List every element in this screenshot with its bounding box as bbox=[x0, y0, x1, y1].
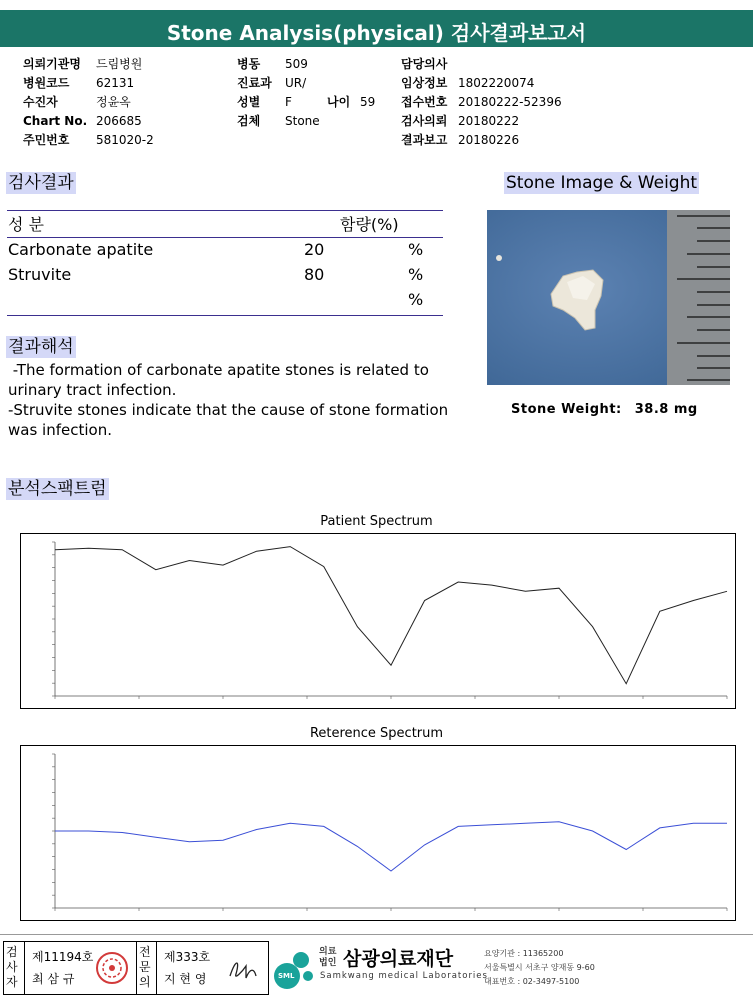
examiner-seal bbox=[94, 950, 130, 986]
stone-photo bbox=[487, 210, 730, 385]
result-unit: % bbox=[408, 265, 424, 284]
report-title-bar bbox=[0, 10, 753, 47]
info-label: 검체 bbox=[237, 114, 261, 128]
info-value: 509 bbox=[285, 57, 308, 71]
patient-spectrum-svg bbox=[21, 534, 735, 708]
patient-chart-title: Patient Spectrum bbox=[320, 514, 433, 529]
org-name: 삼광의료재단 bbox=[343, 948, 454, 970]
spectrum-heading: 분석스팩트럼 bbox=[8, 479, 107, 499]
info-label: Chart No. bbox=[23, 114, 88, 128]
info-col2 bbox=[237, 55, 375, 131]
info-col3 bbox=[401, 55, 562, 150]
reviewer-name: 지 현 영 bbox=[164, 972, 207, 986]
info-label: 진료과 bbox=[237, 76, 272, 90]
info-value: 20180222-52396 bbox=[458, 95, 562, 109]
org-name-en: Samkwang medical Laboratories bbox=[320, 971, 488, 981]
age-label: 나이 bbox=[327, 95, 351, 109]
spectrum-line bbox=[55, 822, 727, 871]
interpretation-heading: 결과해석 bbox=[8, 337, 74, 357]
info-label: 담당의사 bbox=[401, 57, 448, 71]
sig-divider bbox=[24, 942, 25, 994]
info-label: 결과보고 bbox=[401, 133, 448, 147]
info-label: 임상정보 bbox=[401, 76, 448, 90]
spectrum-line bbox=[55, 547, 727, 684]
result-value: 80 bbox=[304, 265, 325, 284]
org-info-line: 대표번호 : 02-3497-5100 bbox=[484, 977, 580, 986]
reviewer-label: 전문의 bbox=[139, 945, 151, 989]
info-value: F bbox=[285, 95, 292, 109]
stone-weight-value: 38.8 mg bbox=[634, 402, 698, 417]
result-unit: % bbox=[408, 240, 424, 259]
info-value: UR/ bbox=[285, 76, 307, 90]
footer-rule bbox=[0, 934, 753, 935]
info-label: 주민번호 bbox=[23, 133, 70, 147]
stone-weight-label: Stone Weight: bbox=[511, 402, 622, 417]
org-prefix-2: 법인 bbox=[319, 958, 337, 968]
seal-icon bbox=[94, 950, 130, 986]
reviewer-signature bbox=[226, 954, 262, 988]
info-label: 접수번호 bbox=[401, 95, 448, 109]
info-value: 정윤옥 bbox=[96, 95, 131, 109]
report-title: Stone Analysis(physical) 검사결과보고서 bbox=[166, 21, 587, 45]
info-value: 20180226 bbox=[458, 133, 520, 147]
sig-divider bbox=[156, 942, 157, 994]
signature-icon bbox=[226, 954, 262, 984]
result-name: Carbonate apatite bbox=[8, 240, 154, 259]
info-value: 1802220074 bbox=[458, 76, 535, 90]
stone-weight bbox=[511, 402, 698, 417]
results-heading: 검사결과 bbox=[8, 173, 74, 193]
info-value: Stone bbox=[285, 114, 320, 128]
org-logo bbox=[271, 945, 317, 991]
result-unit: % bbox=[408, 290, 424, 309]
stone-heading: Stone Image & Weight bbox=[506, 173, 698, 193]
result-value: 20 bbox=[304, 240, 325, 259]
col-header-amount: 함량(%) bbox=[340, 215, 399, 234]
interpretation-line: -Struvite stones indicate that the cause of stone formation bbox=[8, 401, 449, 419]
info-value: 20180222 bbox=[458, 114, 520, 128]
info-value: 206685 bbox=[96, 114, 142, 128]
info-value: 62131 bbox=[96, 76, 135, 90]
reference-chart-title: Reterence Spectrum bbox=[309, 726, 444, 741]
interpretation-line: urinary tract infection. bbox=[8, 381, 177, 399]
sig-divider bbox=[136, 942, 137, 994]
interpretation-text bbox=[8, 360, 448, 440]
examiner-no: 제11194호 bbox=[32, 950, 94, 964]
table-header-rule bbox=[7, 237, 443, 238]
result-name: Struvite bbox=[8, 265, 72, 284]
info-value: 581020-2 bbox=[96, 133, 154, 147]
reference-chart bbox=[20, 745, 736, 921]
info-label: 병동 bbox=[237, 57, 261, 71]
info-label: 의뢰기관명 bbox=[23, 57, 81, 71]
reference-spectrum-svg bbox=[21, 746, 735, 920]
interpretation-line: -The formation of carbonate apatite stones is related to bbox=[8, 361, 429, 379]
age-value: 59 bbox=[360, 95, 376, 109]
org-info-line: 서울특별시 서초구 양재동 9-60 bbox=[484, 963, 595, 972]
info-col1 bbox=[23, 55, 154, 150]
info-label: 검사의뢰 bbox=[401, 114, 448, 128]
logo-text: SML bbox=[278, 972, 295, 980]
info-label: 병원코드 bbox=[23, 76, 70, 90]
sml-logo-icon bbox=[271, 945, 317, 991]
info-label: 수진자 bbox=[23, 95, 58, 109]
org-info bbox=[484, 947, 595, 989]
stone-photo-svg bbox=[487, 210, 730, 385]
info-value: 드림병원 bbox=[96, 57, 143, 71]
reviewer-no: 제333호 bbox=[164, 950, 211, 964]
examiner-label: 검사자 bbox=[6, 945, 18, 989]
info-label: 성별 bbox=[237, 95, 261, 109]
table-bottom-rule bbox=[7, 315, 443, 316]
org-prefix-1: 의료 bbox=[319, 947, 337, 957]
org-prefix bbox=[319, 947, 336, 969]
signature-box bbox=[3, 941, 269, 995]
col-header-component: 성 분 bbox=[8, 215, 44, 234]
table-top-rule bbox=[7, 210, 443, 211]
interpretation-line: was infection. bbox=[8, 421, 112, 439]
patient-chart bbox=[20, 533, 736, 709]
org-info-line: 요양기관 : 11365200 bbox=[484, 949, 564, 958]
examiner-name: 최 삼 규 bbox=[32, 972, 75, 986]
